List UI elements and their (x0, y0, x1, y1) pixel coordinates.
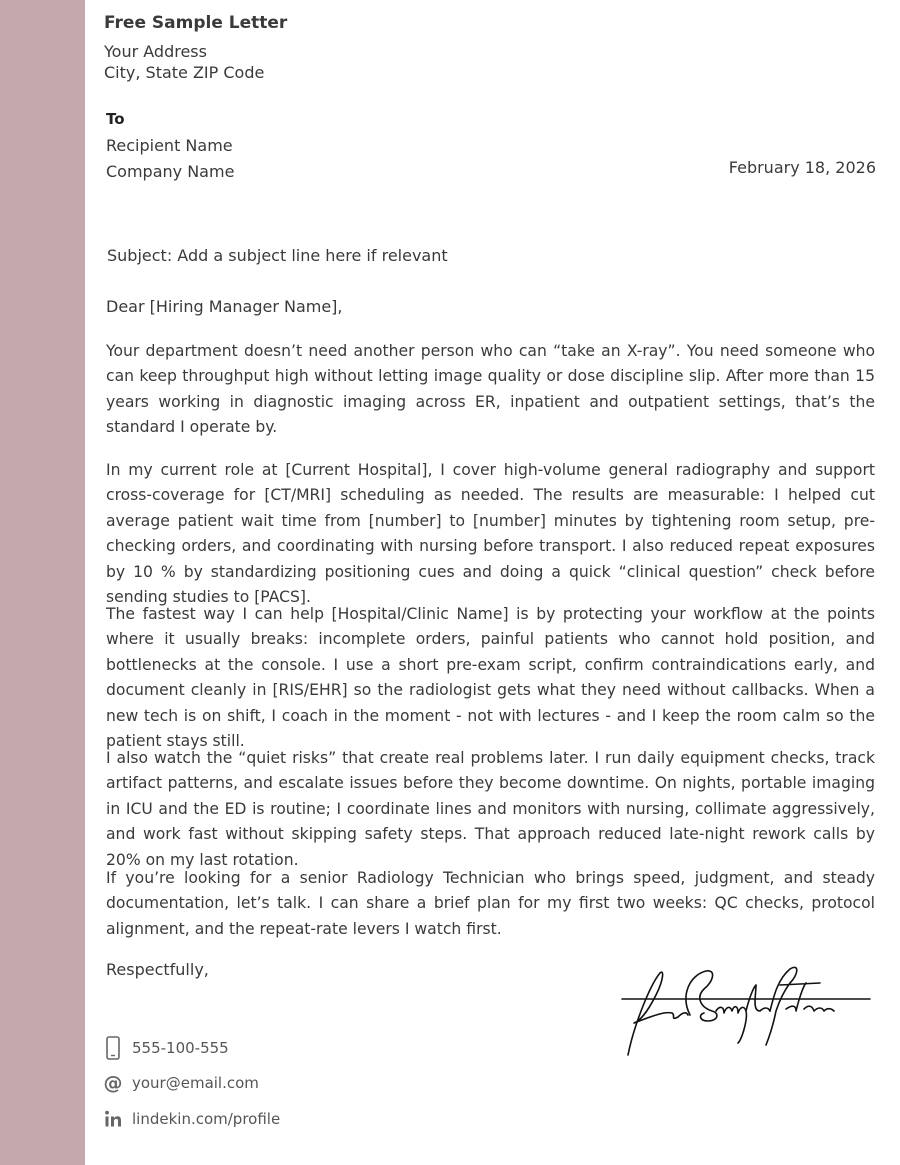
recipient-company: Company Name (106, 162, 235, 181)
body-paragraph: I also watch the “quiet risks” that create real problems later. I run daily equipment checks, track artifact patterns, and escalate issues before they become downtime. On nights, portable imaging in ICU and the ED is routine; I coordinate lines and monitors with nursing, collimate aggressively, and work fast without skipping safety steps. That approach reduced late-night rework calls by 20% on my last rotation. (106, 749, 875, 869)
body-paragraph: In my current role at [Current Hospital], I cover high-volume general radiography and support cross-coverage for [CT/MRI] scheduling as needed. The results are measurable: I helped cut average patient wait time from [number] to [number] minutes by tightening room setup, pre-checking orders, and coordinating with nursing before transport. I also reduced repeat exposures by 10 % by standardizing positioning cues and doing a quick “clinical question” check before sending studies to [PACS]. (106, 461, 875, 607)
contact-phone (102, 1035, 229, 1061)
contact-profile (102, 1106, 280, 1132)
body-paragraph: The fastest way I can help [Hospital/Clinic Name] is by protecting your workflow at the points where it usually breaks: incomplete orders, painful patients who cannot hold position, and bottlenecks at the console. I use a short pre-exam script, confirm contraindications early, and document cleanly in [RIS/EHR] so the radiologist gets what they need without callbacks. When a new tech is on shift, I coach in the moment - not with lectures - and I keep the room calm so the patient stays still. (106, 605, 875, 751)
at-sign-icon: @ (103, 1072, 123, 1094)
profile-url[interactable]: lindekin.com/profile (132, 1110, 281, 1128)
phone-number: 555-100-555 (132, 1039, 229, 1057)
sender-name: Free Sample Letter (104, 13, 288, 33)
email-address: your@email.com (132, 1074, 259, 1092)
body-paragraph: Your department doesn’t need another person who can “take an X-ray”. You need someone who can keep throughput high without letting image quality or dose discipline slip. After more than 15 years working in diagnostic imaging across ER, inpatient and outpatient settings, that’s the standard I operate by. (106, 342, 875, 437)
sender-address-line1: Your Address (104, 42, 207, 61)
phone-icon (102, 1035, 124, 1061)
recipient-name: Recipient Name (106, 136, 233, 155)
greeting: Dear [Hiring Manager Name], (106, 297, 343, 316)
closing: Respectfully, (106, 960, 209, 979)
letter-date: February 18, 2026 (728, 158, 876, 177)
recipient-to-label: To (106, 110, 125, 128)
signature (620, 955, 880, 1065)
subject-line: Subject: Add a subject line here if relevant (107, 246, 448, 265)
body-paragraph: If you’re looking for a senior Radiology Technician who brings speed, judgment, and steady documentation, let’s talk. I can share a brief plan for my first two weeks: QC checks, protocol alignment, and the repeat-rate levers I watch first. (106, 869, 875, 938)
contact-email (102, 1070, 259, 1096)
sender-address-line2: City, State ZIP Code (104, 63, 265, 82)
linkedin-icon (102, 1106, 124, 1132)
